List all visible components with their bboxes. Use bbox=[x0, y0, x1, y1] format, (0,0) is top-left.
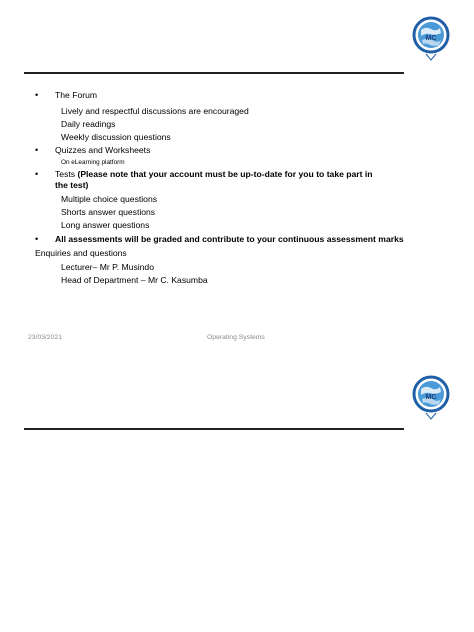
bullet-icon: • bbox=[35, 145, 39, 155]
item-the-forum: The Forum bbox=[55, 90, 98, 100]
footer-title: Operating Systems bbox=[207, 334, 265, 341]
bullet-icon: • bbox=[35, 90, 39, 100]
item-enquiries: Enquiries and questions bbox=[35, 248, 127, 258]
item-daily-readings: Daily readings bbox=[61, 119, 116, 129]
item-weekly-questions: Weekly discussion questions bbox=[61, 132, 171, 142]
globe-logo-icon bbox=[412, 375, 450, 421]
bullet-icon: • bbox=[35, 234, 39, 244]
bullet-icon: • bbox=[35, 169, 39, 179]
footer-date: 23/03/2021 bbox=[28, 334, 63, 341]
item-lecturer: Lecturer– Mr P. Musindo bbox=[61, 262, 154, 272]
tests-label: Tests bbox=[55, 169, 78, 179]
tests-note: (Please note that your account must be up-to-date for you to take part in the test) bbox=[55, 169, 373, 190]
item-long-answer: Long answer questions bbox=[61, 220, 150, 230]
header-divider bbox=[24, 72, 404, 74]
item-discussions: Lively and respectful discussions are encouraged bbox=[61, 106, 249, 116]
globe-logo-icon bbox=[412, 16, 450, 62]
logo-text: MC bbox=[425, 35, 437, 42]
item-head-of-department: Head of Department – Mr C. Kasumba bbox=[61, 275, 208, 285]
item-short-answer: Shorts answer questions bbox=[61, 207, 156, 217]
header-divider bbox=[24, 428, 404, 430]
logo-text: MC bbox=[425, 394, 437, 401]
item-multiple-choice: Multiple choice questions bbox=[61, 194, 158, 204]
slide-2 bbox=[0, 366, 474, 486]
item-quizzes: Quizzes and Worksheets bbox=[55, 145, 151, 155]
item-tests bbox=[55, 169, 375, 191]
item-elearning: On eLearning platform bbox=[61, 159, 125, 166]
item-assessments: All assessments will be graded and contribute to your continuous assessment marks bbox=[55, 234, 404, 244]
